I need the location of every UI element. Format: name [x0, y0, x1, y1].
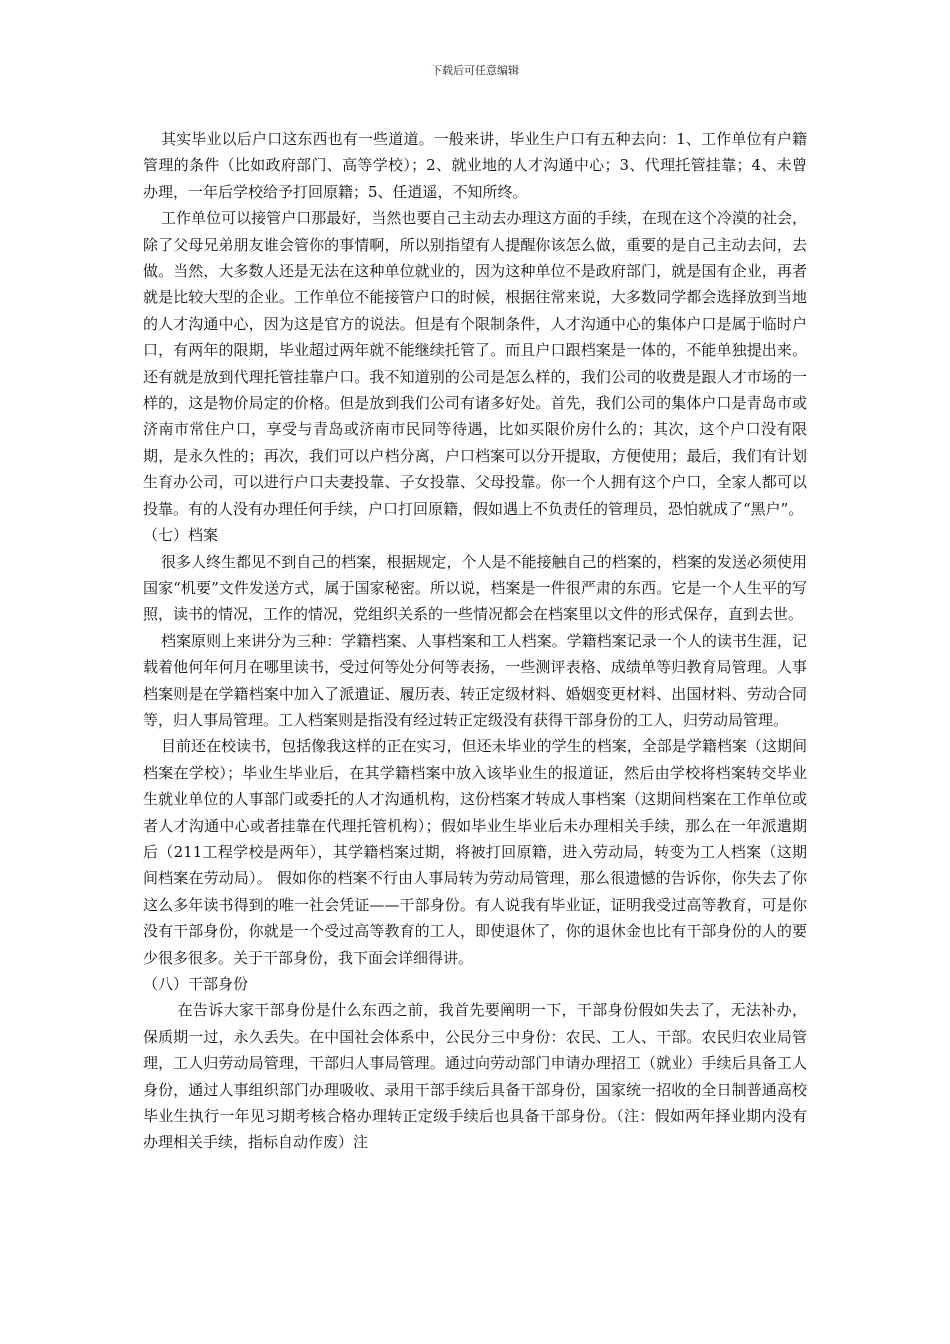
paragraph-archives-intro: 很多人终生都见不到自己的档案，根据规定，个人是不能接触自己的档案的，档案的发送必须使用国家“机要”文件发送方式，属于国家秘密。所以说，档案是一件很严肃的东西。它是一个人生平的写照，读书的情况，工作的情况，党组织关系的一些情况都会在档案里以文件的形式保存，直到去世。: [143, 552, 807, 624]
section-heading-cadre-status: （八）干部身份: [143, 975, 249, 993]
paragraph-hukou-intro: 其实毕业以后户口这东西也有一些道道。一般来讲，毕业生户口有五种去向：1、工作单位有户籍管理的条件（比如政府部门、高等学校）；2、就业地的人才沟通中心；3、代理托管挂靠；4、未曾办理，一年后学校给予打回原籍；5、任逍遥，不知所终。: [143, 130, 807, 201]
page-header: 下载后可任意编辑: [431, 64, 519, 77]
paragraph-archives-transfer: 目前还在校读书，包括像我这样的正在实习，但还未毕业的学生的档案，全部是学籍档案（这期间档案在学校）；毕业生毕业后，在其学籍档案中放入该毕业生的报道证，然后由学校将档案转交毕业生就业单位的人事部门或委托的人才沟通机构，这份档案才转成人事档案（这期间档案在工作单位或者人才沟通中心或者挂靠在代理托管机构）；假如毕业生毕业后未办理相关手续，那么在一年派遣期后（211工程学校是两年），其学籍档案过期，将被打回原籍，进入劳动局，转变为工人档案（这期间档案在劳动局）。 假如你的档案不行由人事局转为劳动局管理，那么很遗憾的告诉你，你失去了你这么多年读书得到的唯一社会凭证——干部身份。有人说我有毕业证，证明我受过高等教育，可是你没有干部身份，你就是一个受过高等教育的工人，即使退休了，你的退休金也比有干部身份的人的要少很多很多。关于干部身份，我下面会详细得讲。: [143, 737, 807, 967]
section-heading-archives: （七）档案: [143, 526, 219, 545]
document-body: [143, 126, 807, 1156]
paragraph-cadre-status: 在告诉大家干部身份是什么东西之前，我首先要阐明一下，干部身份假如失去了，无法补办，保质期一过，永久丢失。在中国社会体系中，公民分三中身份：农民、工人、干部。农民归农业局管理，工人归劳动局管理，干部归人事局管理。通过向劳动部门申请办理招工（就业）手续后具备工人身份，通过人事组织部门办理吸收、录用干部手续后具备干部身份，国家统一招收的全日制普通高校毕业生执行一年见习期考核合格办理转正定级手续后也具备干部身份。（注：假如两年择业期内没有办理相关手续，指标自动作废）注: [143, 1001, 807, 1152]
paragraph-archives-types: 档案原则上来讲分为三种：学籍档案、人事档案和工人档案。学籍档案记录一个人的读书生涯，记载着他何年何月在哪里读书，受过何等处分何等表扬，一些测评表格、成绩单等归教育局管理。人事档案则是在学籍档案中加入了派遣证、履历表、转正定级材料、婚姻变更材料、出国材料、劳动合同等，归人事局管理。工人档案则是指没有经过转正定级没有获得干部身份的工人，归劳动局管理。: [143, 631, 807, 729]
paragraph-hukou-options: 工作单位可以接管户口那最好，当然也要自己主动去办理这方面的手续，在现在这个冷漠的社会，除了父母兄弟朋友谁会管你的事情啊，所以别指望有人提醒你该怎么做，重要的是自己主动去问，去做。当然，大多数人还是无法在这种单位就业的，因为这种单位不是政府部门，就是国有企业，再者就是比较大型的企业。工作单位不能接管户口的时候，根据往常来说，大多数同学都会选择放到当地的人才沟通中心，因为这是官方的说法。但是有个限制条件，人才沟通中心的集体户口是属于临时户口，有两年的限期，毕业超过两年就不能继续托管了。而且户口跟档案是一体的，不能单独提出来。还有就是放到代理托管挂靠户口。我不知道别的公司是怎么样的，我们公司的收费是跟人才市场的一样的，这是物价局定的价格。但是放到我们公司有诸多好处。首先，我们公司的集体户口是青岛市或济南市常住户口，享受与青岛或济南市民同等待遇，比如买限价房什么的；其次，这个户口没有限期，是永久性的；再次，我们可以户档分离，户口档案可以分开提取，方便使用；最后，我们有计划生育办公司，可以进行户口夫妻投靠、子女投靠、父母投靠。你一个人拥有这个户口，全家人都可以投靠。有的人没有办理任何手续，户口打回原籍，假如遇上不负责任的管理员，恐怕就成了“黑户”。: [143, 209, 807, 518]
